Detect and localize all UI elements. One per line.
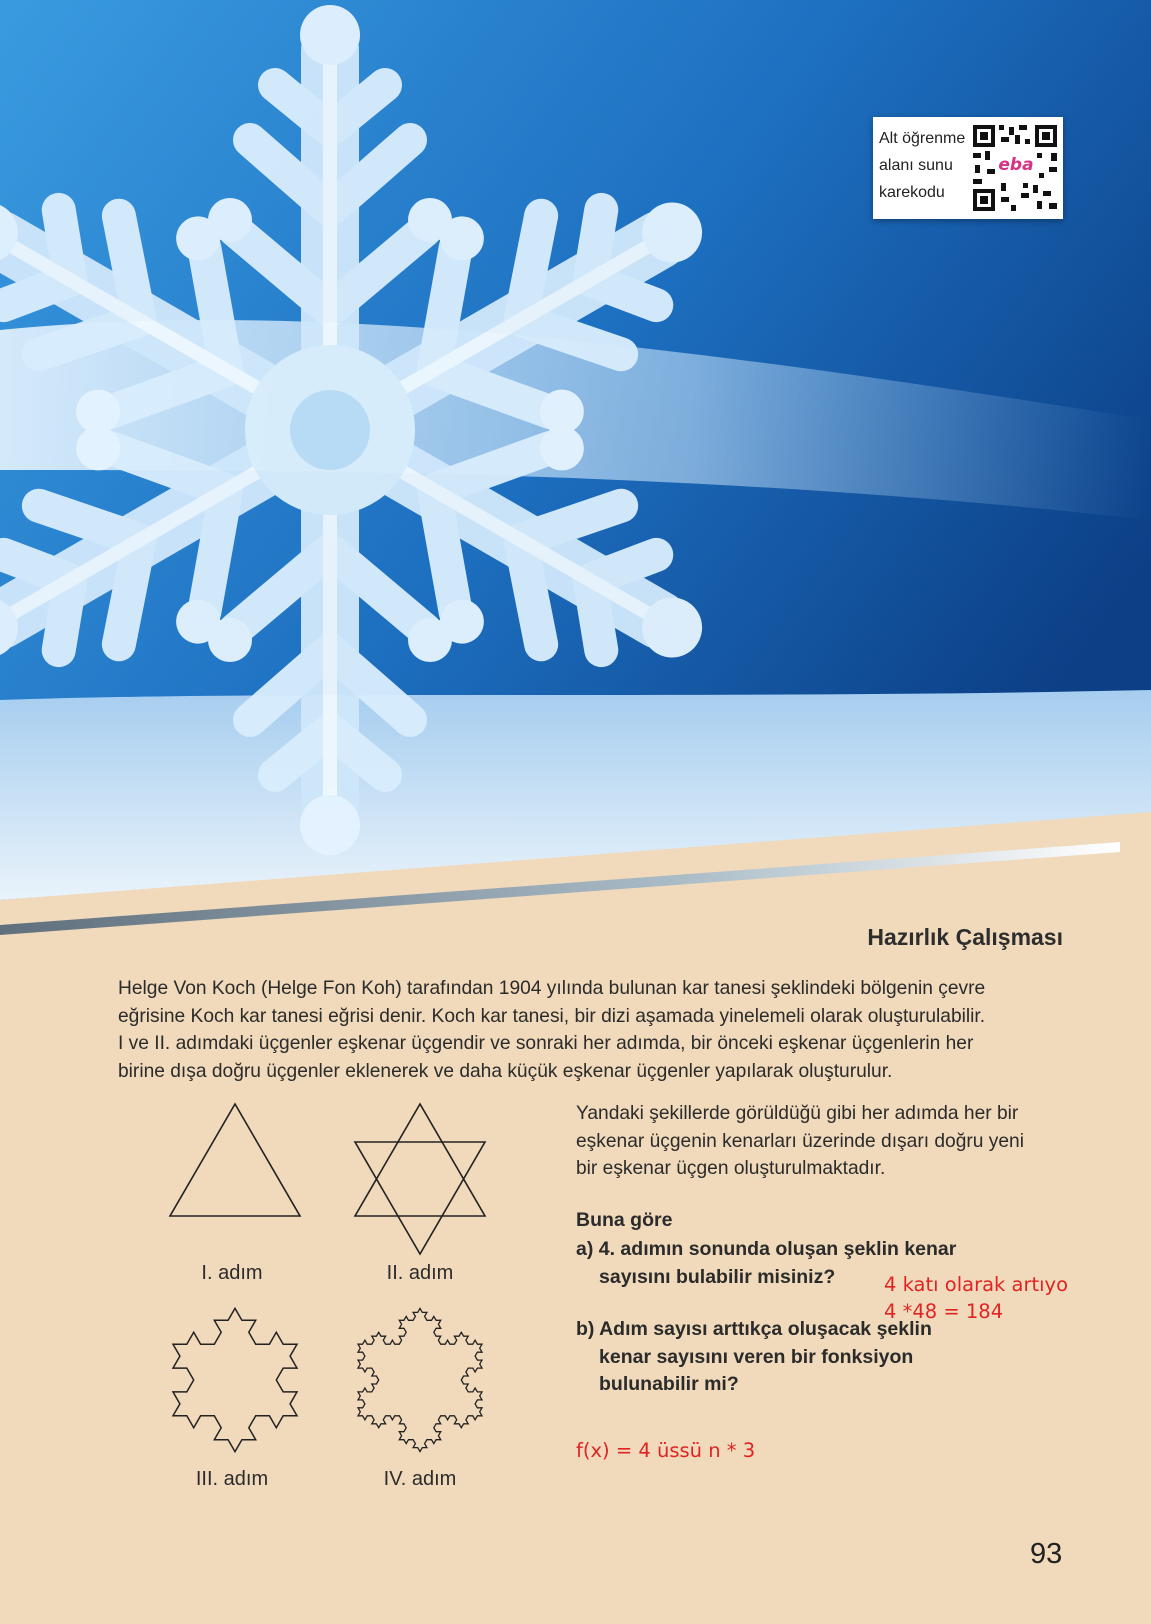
side-line: eşkenar üçgenin kenarları üzerinde dışarı doğru yeni — [576, 1130, 1024, 1152]
qr-caption: Alt öğrenme alanı sunu karekodu — [879, 130, 966, 201]
qr-code-box[interactable] — [873, 117, 1063, 219]
koch-step-3-shape — [173, 1308, 297, 1451]
step-label-4: IV. adım — [383, 1468, 457, 1490]
intro-paragraph — [118, 975, 1068, 1085]
intro-line: I ve II. adımdaki üçgenler eşkenar üçgendir ve sonraki her adımda, bir önceki eşkenar üçgenlerin her — [118, 1033, 974, 1054]
step-label-3: III. adım — [195, 1468, 269, 1490]
question-b: b) Adım sayısı arttıkça oluşacak şeklin kenar sayısını veren bir fonksiyon bulunabilir mi? — [576, 1318, 932, 1395]
intro-line: Helge Von Koch (Helge Fon Koh) tarafından 1904 yılında bulunan kar tanesi şeklindeki bölgenin çevre — [118, 978, 986, 999]
step-label-1: I. adım — [201, 1262, 263, 1284]
side-line: Yandaki şekillerde görüldüğü gibi her adımda her bir — [576, 1103, 1019, 1124]
koch-step-4-shape — [358, 1308, 482, 1451]
questions-intro: Buna göre — [576, 1209, 673, 1231]
koch-step-2-shape-inverted — [355, 1142, 485, 1254]
side-line: bir eşkenar üçgen oluşturulmaktadır. — [576, 1158, 886, 1179]
handwritten-note-line1: 4 katı olarak artıyo — [884, 1273, 1069, 1296]
question-a: a) 4. adımın sonunda oluşan şeklin kenar sayısını bulabilir misiniz? — [576, 1238, 957, 1288]
section-title: Hazırlık Çalışması — [867, 924, 1063, 950]
handwritten-note-line2: 4 *48 = 184 — [884, 1300, 1004, 1323]
page-number: 93 — [1030, 1538, 1063, 1570]
side-paragraph — [576, 1100, 1076, 1183]
intro-line: birine dışa doğru üçgenler eklenerek ve daha küçük eşkenar üçgenler yapılarak oluşturulur. — [118, 1060, 893, 1082]
intro-line: eğrisine Koch kar tanesi eğrisi denir. Koch kar tanesi, bir dizi aşamada yinelemeli olarak oluşturulabilir. — [118, 1005, 986, 1027]
koch-step-1-shape — [170, 1104, 300, 1216]
koch-step-2-shape — [355, 1104, 485, 1216]
qr-code-icon — [971, 123, 1059, 213]
step-label-2: II. adım — [386, 1262, 454, 1284]
handwritten-formula: f(x) = 4 üssü n * 3 — [576, 1439, 756, 1462]
svg-text:eba: eba — [998, 155, 1034, 175]
